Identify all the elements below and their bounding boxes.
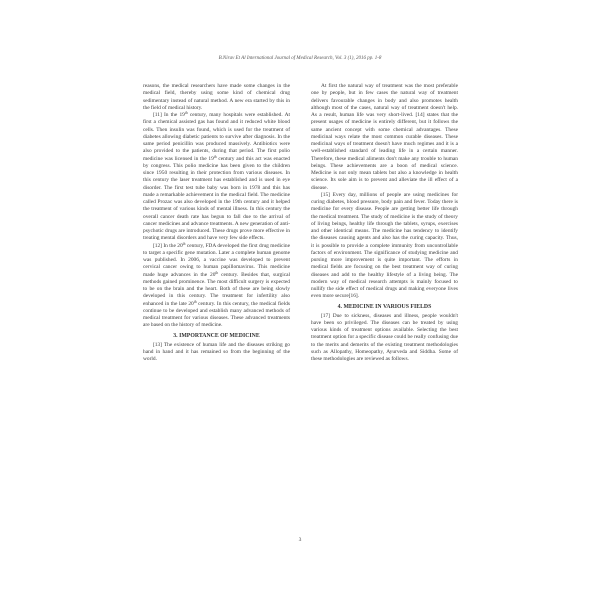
paragraph-text: [12] In the 20 bbox=[153, 242, 183, 249]
paragraph bbox=[143, 243, 290, 330]
paragraph: reasons, the medical researchers have made some changes in the medical field, thereby using some kind of chemical drug sedimentary instead of natural method. A new era started by this in the field of medical history. bbox=[143, 83, 290, 111]
paragraph-text: century, FDA developed the first drug medicine to target a specific gene mutation. Later a complete human genome was published. In 2006, a vaccine was developed to prevent cervical cancer owing to human papillomavirus. This medicine made huge advances in the 20 bbox=[143, 242, 291, 278]
paragraph-text: century. Besides that, surgical methods gained prominence. The most difficult surgery is expected to be on the brain and the heart. Both of these are being slowly developed in this century. The treatment for infertility also enhanced in the late 20 bbox=[143, 271, 290, 307]
section-heading: 4. MEDICINE IN VARIOUS FIELDS bbox=[337, 303, 432, 310]
paragraph: At first the natural way of treatment was the most preferable one by people, but in few cases the natural way of treatment delivers favourable changes in body and also promotes health although most of the cases, natural way of treatment doesn't help. As a result, human life was very short-lived. [14] states that the present usages of medicine is entirely different, but it follows the same ancient concept with some chemical advantages. These medicinal ways relate the most common curable diseases. These medicinal ways of treatment doesn't have much regimes and it is a well-established standard of leading life in a certain manner. Therefore, these medical aliments don't make any trouble to human beings. These achievements are a boon of medical science. Medicine is not only mean tablets but also a knowledge in health science. Its sole aim is to prevent and alleviate the ill effect of a disease. bbox=[311, 83, 458, 191]
superscript: th bbox=[184, 111, 188, 115]
superscript: th bbox=[182, 241, 186, 246]
superscript: th bbox=[215, 270, 219, 275]
left-column bbox=[143, 83, 290, 363]
superscript: th bbox=[193, 299, 197, 304]
running-header: B.Nirav Et Al International Journal of Medical Research, Vol. 3 (1), 2016 pp. 1-8 bbox=[218, 56, 382, 61]
superscript: th bbox=[213, 154, 217, 159]
paragraph-text: century. In this century, the medical fields continue to be developed and establish many advanced methods of medical treatment for various diseases. These advanced treatments are based on the history of medicine. bbox=[143, 300, 290, 329]
right-column bbox=[311, 83, 458, 363]
paragraph: [15] Every day, millions of people are using medicines for curing diabetes, blood pressure, body pain and fever. Today there is medicine for every disease. People are getting better life through the medical treatment. The study of medicine is the study of theory of living beings, healthy life through the tablets, syrups, exercises and other identical means. The medicine has tendency to identify the diseases causing agents and also has the curing capacity. Thus, it is possible to provide a complete immunity from uncontrollable factors of environment. The significance of studying medicine and pursing more improvement is quite important. The efforts in medical fields are focusing on the best treatment way of curing diseases and add to the healthy lifestyle of a living being. The modern way of medical research attempts is mainly focused to nullify the side effect of medical drugs and making everyone lives even more secure[16]. bbox=[311, 191, 458, 300]
paragraph: [13] The existence of human life and the diseases striking go hand in hand and it has remained so from the beginning of the world. bbox=[143, 341, 290, 362]
section-heading: 3. IMPORTANCE OF MEDICINE bbox=[173, 332, 260, 339]
paragraph bbox=[143, 112, 290, 243]
page-number: 3 bbox=[298, 537, 302, 543]
paragraph-text: [11] In the 19 bbox=[153, 112, 185, 118]
paragraph: [17] Due to sickness, diseases and illness, people wouldn't have been so privileged. The diseases can be treated by using various kinds of treatment options available. Selecting the best treatment option for a specific disease could be really confusing due to the merits and demerits of the existing treatment methodologies such as Allopathy, Homeopathy, Ayurveda and Siddha. Some of these methodologies are reviewed as follows. bbox=[311, 312, 458, 362]
paragraph-text: century, many hospitals were established. At first a chemical assisted gas has found and it reduced white blood cells. Then insulin was found, which is used for the treatment of diabetes allowing diabetic patients to survive after diagnosis. In the same period penicillin was produced massively. Antibiotics were also provided to the patients, during that period. The first polio medicine was licensed in the 19 bbox=[143, 112, 290, 162]
paragraph-text: century and this act was enacted by congress. This polio medicine has been given to the children since 1950 resulting in their protection from various diseases. In this century the laser treatment has established and is used in eye disorder. The first test tube baby was born in 1978 and this has made a remarkable achievement in the medical field. The medicine called Prozac was also developed in the 19th century and it helped the treatment of various kinds of mental illness. In this century the overall cancer death rate has begun to fall due to the arrival of cancer medicines and advance treatments. A new generation of anti-psychotic drugs are introduced. These drugs prove more effective in treating mental disorders and have very few side effects. bbox=[143, 155, 290, 242]
